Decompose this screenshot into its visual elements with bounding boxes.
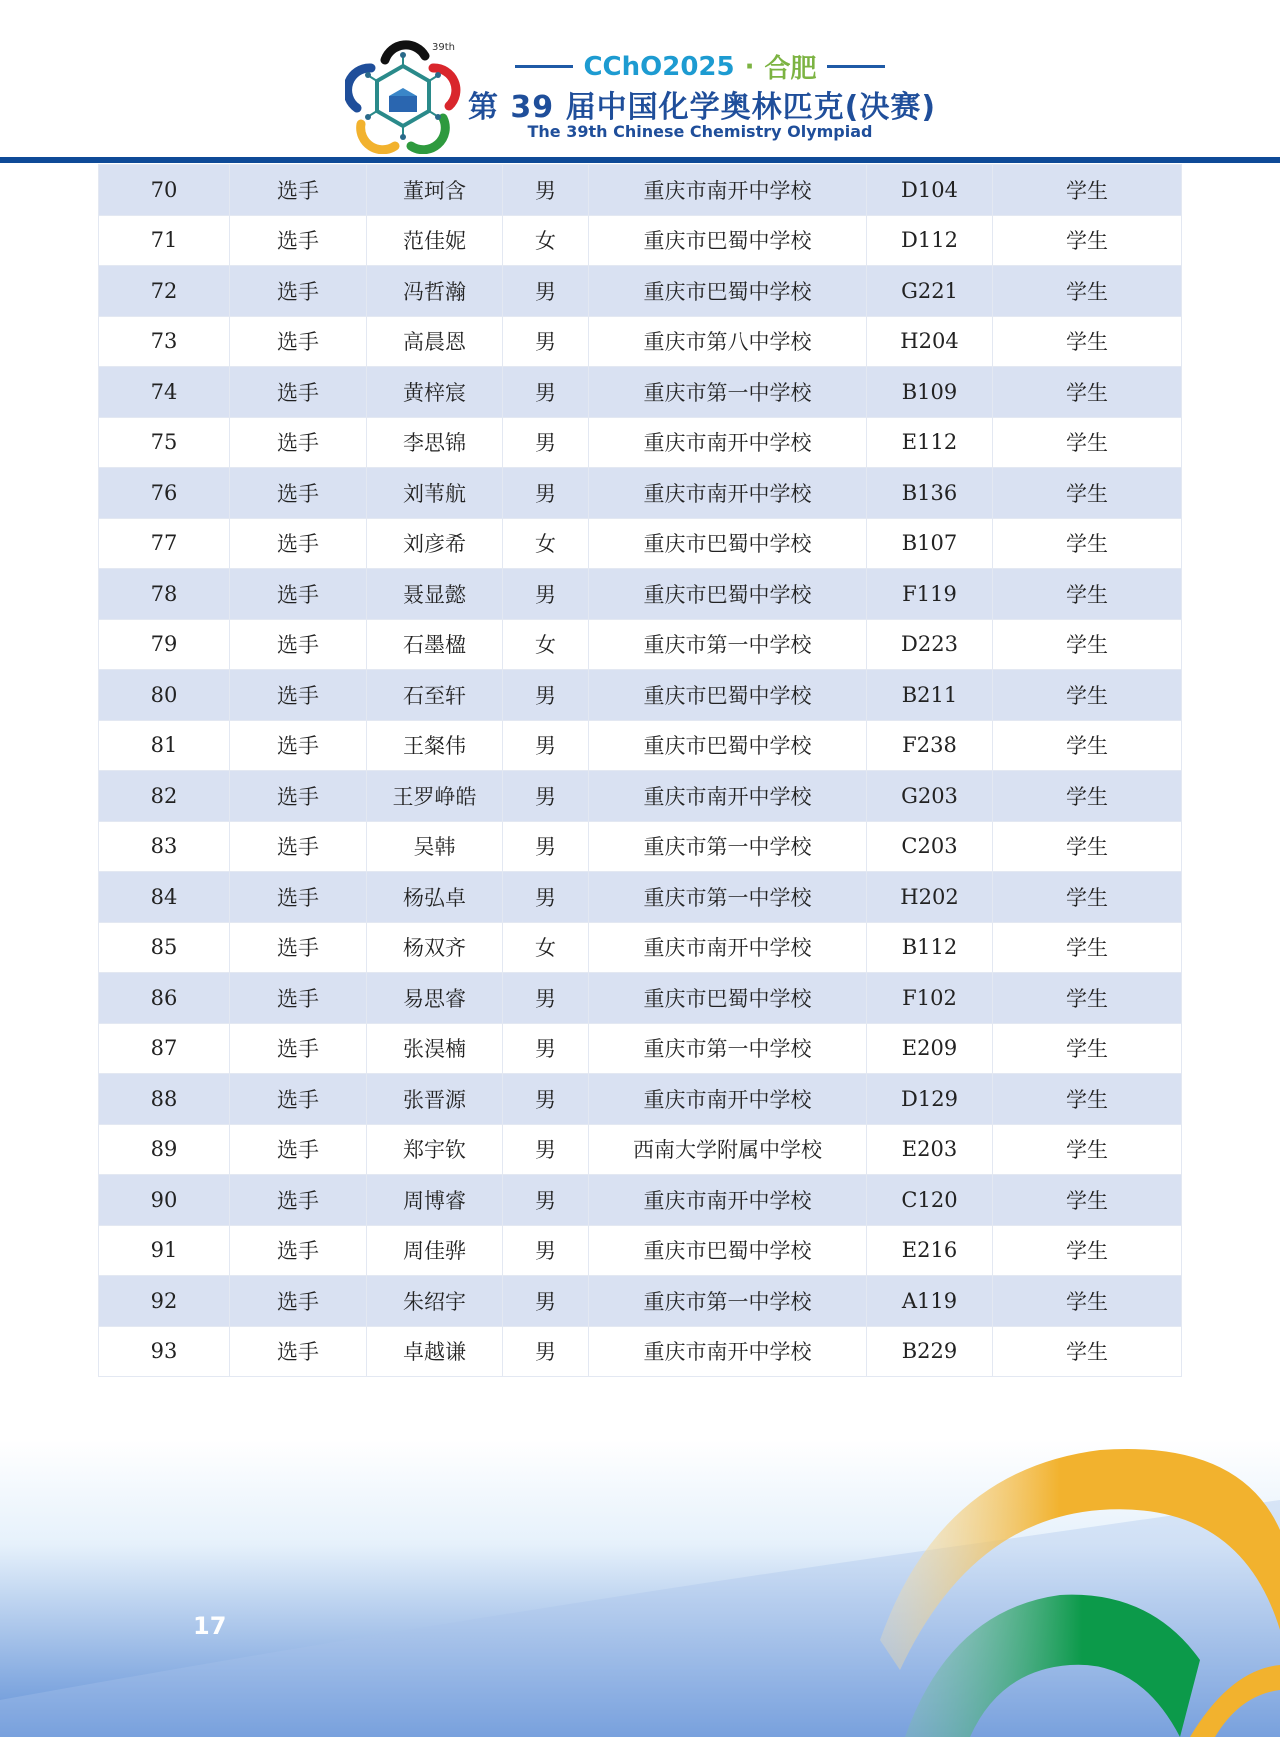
room-cell: B107 bbox=[867, 518, 993, 569]
gender-cell: 男 bbox=[503, 670, 589, 721]
room-cell: B229 bbox=[867, 1326, 993, 1377]
category-cell: 学生 bbox=[993, 1124, 1182, 1175]
category-cell: 学生 bbox=[993, 771, 1182, 822]
role-cell: 选手 bbox=[230, 215, 367, 266]
name-cell: 杨双齐 bbox=[367, 922, 503, 973]
row-number: 79 bbox=[99, 619, 230, 670]
row-number: 90 bbox=[99, 1175, 230, 1226]
row-number: 88 bbox=[99, 1074, 230, 1125]
room-cell: E112 bbox=[867, 417, 993, 468]
role-cell: 选手 bbox=[230, 316, 367, 367]
gender-cell: 男 bbox=[503, 1326, 589, 1377]
school-cell: 重庆市巴蜀中学校 bbox=[589, 973, 867, 1024]
row-number: 86 bbox=[99, 973, 230, 1024]
gender-cell: 男 bbox=[503, 468, 589, 519]
footer-decoration bbox=[0, 1440, 1280, 1737]
name-cell: 石墨楹 bbox=[367, 619, 503, 670]
row-number: 74 bbox=[99, 367, 230, 418]
role-cell: 选手 bbox=[230, 821, 367, 872]
name-cell: 董珂含 bbox=[367, 165, 503, 216]
table-row bbox=[99, 1175, 1182, 1226]
role-cell: 选手 bbox=[230, 165, 367, 216]
category-cell: 学生 bbox=[993, 316, 1182, 367]
page-header bbox=[0, 0, 1280, 157]
event-code: CChO2025 bbox=[583, 51, 735, 82]
table-row bbox=[99, 518, 1182, 569]
room-cell: D223 bbox=[867, 619, 993, 670]
row-number: 83 bbox=[99, 821, 230, 872]
separator-dot: · bbox=[744, 51, 755, 82]
category-cell: 学生 bbox=[993, 266, 1182, 317]
category-cell: 学生 bbox=[993, 518, 1182, 569]
room-cell: B211 bbox=[867, 670, 993, 721]
row-number: 87 bbox=[99, 1023, 230, 1074]
table-row bbox=[99, 619, 1182, 670]
table-row bbox=[99, 367, 1182, 418]
gender-cell: 男 bbox=[503, 973, 589, 1024]
school-cell: 重庆市巴蜀中学校 bbox=[589, 1225, 867, 1276]
table-row bbox=[99, 1225, 1182, 1276]
category-cell: 学生 bbox=[993, 821, 1182, 872]
table-row bbox=[99, 922, 1182, 973]
name-cell: 卓越谦 bbox=[367, 1326, 503, 1377]
page-title-en: The 39th Chinese Chemistry Olympiad bbox=[527, 122, 873, 141]
role-cell: 选手 bbox=[230, 569, 367, 620]
page-title-cn: 第 39 届中国化学奥林匹克(决赛) bbox=[467, 90, 937, 125]
gender-cell: 男 bbox=[503, 821, 589, 872]
room-cell: H202 bbox=[867, 872, 993, 923]
gender-cell: 男 bbox=[503, 266, 589, 317]
name-cell: 李思锦 bbox=[367, 417, 503, 468]
role-cell: 选手 bbox=[230, 670, 367, 721]
event-city: 合肥 bbox=[764, 54, 817, 84]
role-cell: 选手 bbox=[230, 1124, 367, 1175]
category-cell: 学生 bbox=[993, 417, 1182, 468]
role-cell: 选手 bbox=[230, 266, 367, 317]
category-cell: 学生 bbox=[993, 1074, 1182, 1125]
gender-cell: 男 bbox=[503, 1074, 589, 1125]
row-number: 80 bbox=[99, 670, 230, 721]
gender-cell: 男 bbox=[503, 367, 589, 418]
category-cell: 学生 bbox=[993, 1225, 1182, 1276]
name-cell: 石至轩 bbox=[367, 670, 503, 721]
gender-cell: 男 bbox=[503, 1175, 589, 1226]
school-cell: 西南大学附属中学校 bbox=[589, 1124, 867, 1175]
row-number: 89 bbox=[99, 1124, 230, 1175]
gender-cell: 男 bbox=[503, 771, 589, 822]
school-cell: 重庆市第一中学校 bbox=[589, 872, 867, 923]
table-row bbox=[99, 266, 1182, 317]
category-cell: 学生 bbox=[993, 569, 1182, 620]
room-cell: D129 bbox=[867, 1074, 993, 1125]
row-number: 76 bbox=[99, 468, 230, 519]
role-cell: 选手 bbox=[230, 1225, 367, 1276]
row-number: 93 bbox=[99, 1326, 230, 1377]
row-number: 92 bbox=[99, 1276, 230, 1327]
row-number: 71 bbox=[99, 215, 230, 266]
gender-cell: 男 bbox=[503, 1023, 589, 1074]
room-cell: F238 bbox=[867, 720, 993, 771]
row-number: 70 bbox=[99, 165, 230, 216]
name-cell: 刘苇航 bbox=[367, 468, 503, 519]
category-cell: 学生 bbox=[993, 720, 1182, 771]
name-cell: 易思睿 bbox=[367, 973, 503, 1024]
table-row bbox=[99, 821, 1182, 872]
role-cell: 选手 bbox=[230, 1326, 367, 1377]
header-divider bbox=[0, 157, 1280, 163]
category-cell: 学生 bbox=[993, 1175, 1182, 1226]
gender-cell: 男 bbox=[503, 1225, 589, 1276]
room-cell: C203 bbox=[867, 821, 993, 872]
role-cell: 选手 bbox=[230, 417, 367, 468]
role-cell: 选手 bbox=[230, 1074, 367, 1125]
row-number: 84 bbox=[99, 872, 230, 923]
room-cell: F119 bbox=[867, 569, 993, 620]
table-row bbox=[99, 771, 1182, 822]
role-cell: 选手 bbox=[230, 468, 367, 519]
event-banner bbox=[510, 48, 890, 85]
table-row bbox=[99, 973, 1182, 1024]
table-row bbox=[99, 670, 1182, 721]
room-cell: E203 bbox=[867, 1124, 993, 1175]
name-cell: 周佳骅 bbox=[367, 1225, 503, 1276]
category-cell: 学生 bbox=[993, 973, 1182, 1024]
table-row bbox=[99, 1276, 1182, 1327]
school-cell: 重庆市南开中学校 bbox=[589, 1175, 867, 1226]
row-number: 75 bbox=[99, 417, 230, 468]
room-cell: D112 bbox=[867, 215, 993, 266]
left-dash-decoration bbox=[515, 65, 573, 68]
school-cell: 重庆市南开中学校 bbox=[589, 1074, 867, 1125]
table-row bbox=[99, 1124, 1182, 1175]
gender-cell: 女 bbox=[503, 619, 589, 670]
role-cell: 选手 bbox=[230, 973, 367, 1024]
name-cell: 杨弘卓 bbox=[367, 872, 503, 923]
room-cell: G221 bbox=[867, 266, 993, 317]
name-cell: 王罗峥皓 bbox=[367, 771, 503, 822]
category-cell: 学生 bbox=[993, 468, 1182, 519]
row-number: 78 bbox=[99, 569, 230, 620]
gender-cell: 女 bbox=[503, 215, 589, 266]
name-cell: 郑宇钦 bbox=[367, 1124, 503, 1175]
role-cell: 选手 bbox=[230, 619, 367, 670]
school-cell: 重庆市第一中学校 bbox=[589, 367, 867, 418]
gender-cell: 男 bbox=[503, 1124, 589, 1175]
role-cell: 选手 bbox=[230, 771, 367, 822]
category-cell: 学生 bbox=[993, 1276, 1182, 1327]
category-cell: 学生 bbox=[993, 367, 1182, 418]
role-cell: 选手 bbox=[230, 518, 367, 569]
name-cell: 周博睿 bbox=[367, 1175, 503, 1226]
school-cell: 重庆市南开中学校 bbox=[589, 165, 867, 216]
room-cell: B109 bbox=[867, 367, 993, 418]
category-cell: 学生 bbox=[993, 215, 1182, 266]
room-cell: F102 bbox=[867, 973, 993, 1024]
role-cell: 选手 bbox=[230, 922, 367, 973]
table-row bbox=[99, 1326, 1182, 1377]
school-cell: 重庆市南开中学校 bbox=[589, 771, 867, 822]
footer-wave-graphic bbox=[0, 1440, 1280, 1737]
school-cell: 重庆市巴蜀中学校 bbox=[589, 720, 867, 771]
name-cell: 朱绍宇 bbox=[367, 1276, 503, 1327]
gender-cell: 男 bbox=[503, 165, 589, 216]
gender-cell: 女 bbox=[503, 518, 589, 569]
table-row bbox=[99, 872, 1182, 923]
category-cell: 学生 bbox=[993, 1326, 1182, 1377]
room-cell: H204 bbox=[867, 316, 993, 367]
room-cell: B136 bbox=[867, 468, 993, 519]
category-cell: 学生 bbox=[993, 1023, 1182, 1074]
role-cell: 选手 bbox=[230, 1175, 367, 1226]
role-cell: 选手 bbox=[230, 720, 367, 771]
row-number: 81 bbox=[99, 720, 230, 771]
page-number: 17 bbox=[193, 1612, 227, 1640]
name-cell: 高晨恩 bbox=[367, 316, 503, 367]
room-cell: B112 bbox=[867, 922, 993, 973]
school-cell: 重庆市南开中学校 bbox=[589, 1326, 867, 1377]
row-number: 77 bbox=[99, 518, 230, 569]
school-cell: 重庆市南开中学校 bbox=[589, 417, 867, 468]
table-row bbox=[99, 417, 1182, 468]
school-cell: 重庆市第一中学校 bbox=[589, 1276, 867, 1327]
school-cell: 重庆市第一中学校 bbox=[589, 1023, 867, 1074]
name-cell: 王粲伟 bbox=[367, 720, 503, 771]
row-number: 73 bbox=[99, 316, 230, 367]
table-row bbox=[99, 215, 1182, 266]
category-cell: 学生 bbox=[993, 619, 1182, 670]
gender-cell: 男 bbox=[503, 417, 589, 468]
gender-cell: 男 bbox=[503, 720, 589, 771]
room-cell: E209 bbox=[867, 1023, 993, 1074]
category-cell: 学生 bbox=[993, 670, 1182, 721]
ccho-logo-icon bbox=[345, 38, 461, 154]
school-cell: 重庆市巴蜀中学校 bbox=[589, 266, 867, 317]
table-row bbox=[99, 165, 1182, 216]
room-cell: G203 bbox=[867, 771, 993, 822]
logo-superscript: 39th bbox=[432, 42, 455, 53]
name-cell: 范佳妮 bbox=[367, 215, 503, 266]
participant-table bbox=[98, 164, 1182, 1377]
school-cell: 重庆市南开中学校 bbox=[589, 922, 867, 973]
gender-cell: 女 bbox=[503, 922, 589, 973]
right-dash-decoration bbox=[827, 65, 885, 68]
name-cell: 冯哲瀚 bbox=[367, 266, 503, 317]
row-number: 82 bbox=[99, 771, 230, 822]
category-cell: 学生 bbox=[993, 922, 1182, 973]
row-number: 85 bbox=[99, 922, 230, 973]
name-cell: 刘彦希 bbox=[367, 518, 503, 569]
room-cell: C120 bbox=[867, 1175, 993, 1226]
table-row bbox=[99, 1023, 1182, 1074]
table-row bbox=[99, 720, 1182, 771]
table-row bbox=[99, 468, 1182, 519]
table-row bbox=[99, 1074, 1182, 1125]
name-cell: 吴韩 bbox=[367, 821, 503, 872]
gender-cell: 男 bbox=[503, 569, 589, 620]
school-cell: 重庆市巴蜀中学校 bbox=[589, 215, 867, 266]
role-cell: 选手 bbox=[230, 872, 367, 923]
row-number: 72 bbox=[99, 266, 230, 317]
school-cell: 重庆市第一中学校 bbox=[589, 619, 867, 670]
name-cell: 张晋源 bbox=[367, 1074, 503, 1125]
role-cell: 选手 bbox=[230, 1023, 367, 1074]
table-row bbox=[99, 569, 1182, 620]
row-number: 91 bbox=[99, 1225, 230, 1276]
category-cell: 学生 bbox=[993, 872, 1182, 923]
name-cell: 黄梓宸 bbox=[367, 367, 503, 418]
name-cell: 聂显懿 bbox=[367, 569, 503, 620]
name-cell: 张淏楠 bbox=[367, 1023, 503, 1074]
room-cell: A119 bbox=[867, 1276, 993, 1327]
school-cell: 重庆市第八中学校 bbox=[589, 316, 867, 367]
school-cell: 重庆市巴蜀中学校 bbox=[589, 569, 867, 620]
school-cell: 重庆市第一中学校 bbox=[589, 821, 867, 872]
gender-cell: 男 bbox=[503, 1276, 589, 1327]
gender-cell: 男 bbox=[503, 316, 589, 367]
role-cell: 选手 bbox=[230, 367, 367, 418]
gender-cell: 男 bbox=[503, 872, 589, 923]
school-cell: 重庆市巴蜀中学校 bbox=[589, 518, 867, 569]
room-cell: D104 bbox=[867, 165, 993, 216]
school-cell: 重庆市南开中学校 bbox=[589, 468, 867, 519]
category-cell: 学生 bbox=[993, 165, 1182, 216]
table-row bbox=[99, 316, 1182, 367]
room-cell: E216 bbox=[867, 1225, 993, 1276]
role-cell: 选手 bbox=[230, 1276, 367, 1327]
school-cell: 重庆市巴蜀中学校 bbox=[589, 670, 867, 721]
